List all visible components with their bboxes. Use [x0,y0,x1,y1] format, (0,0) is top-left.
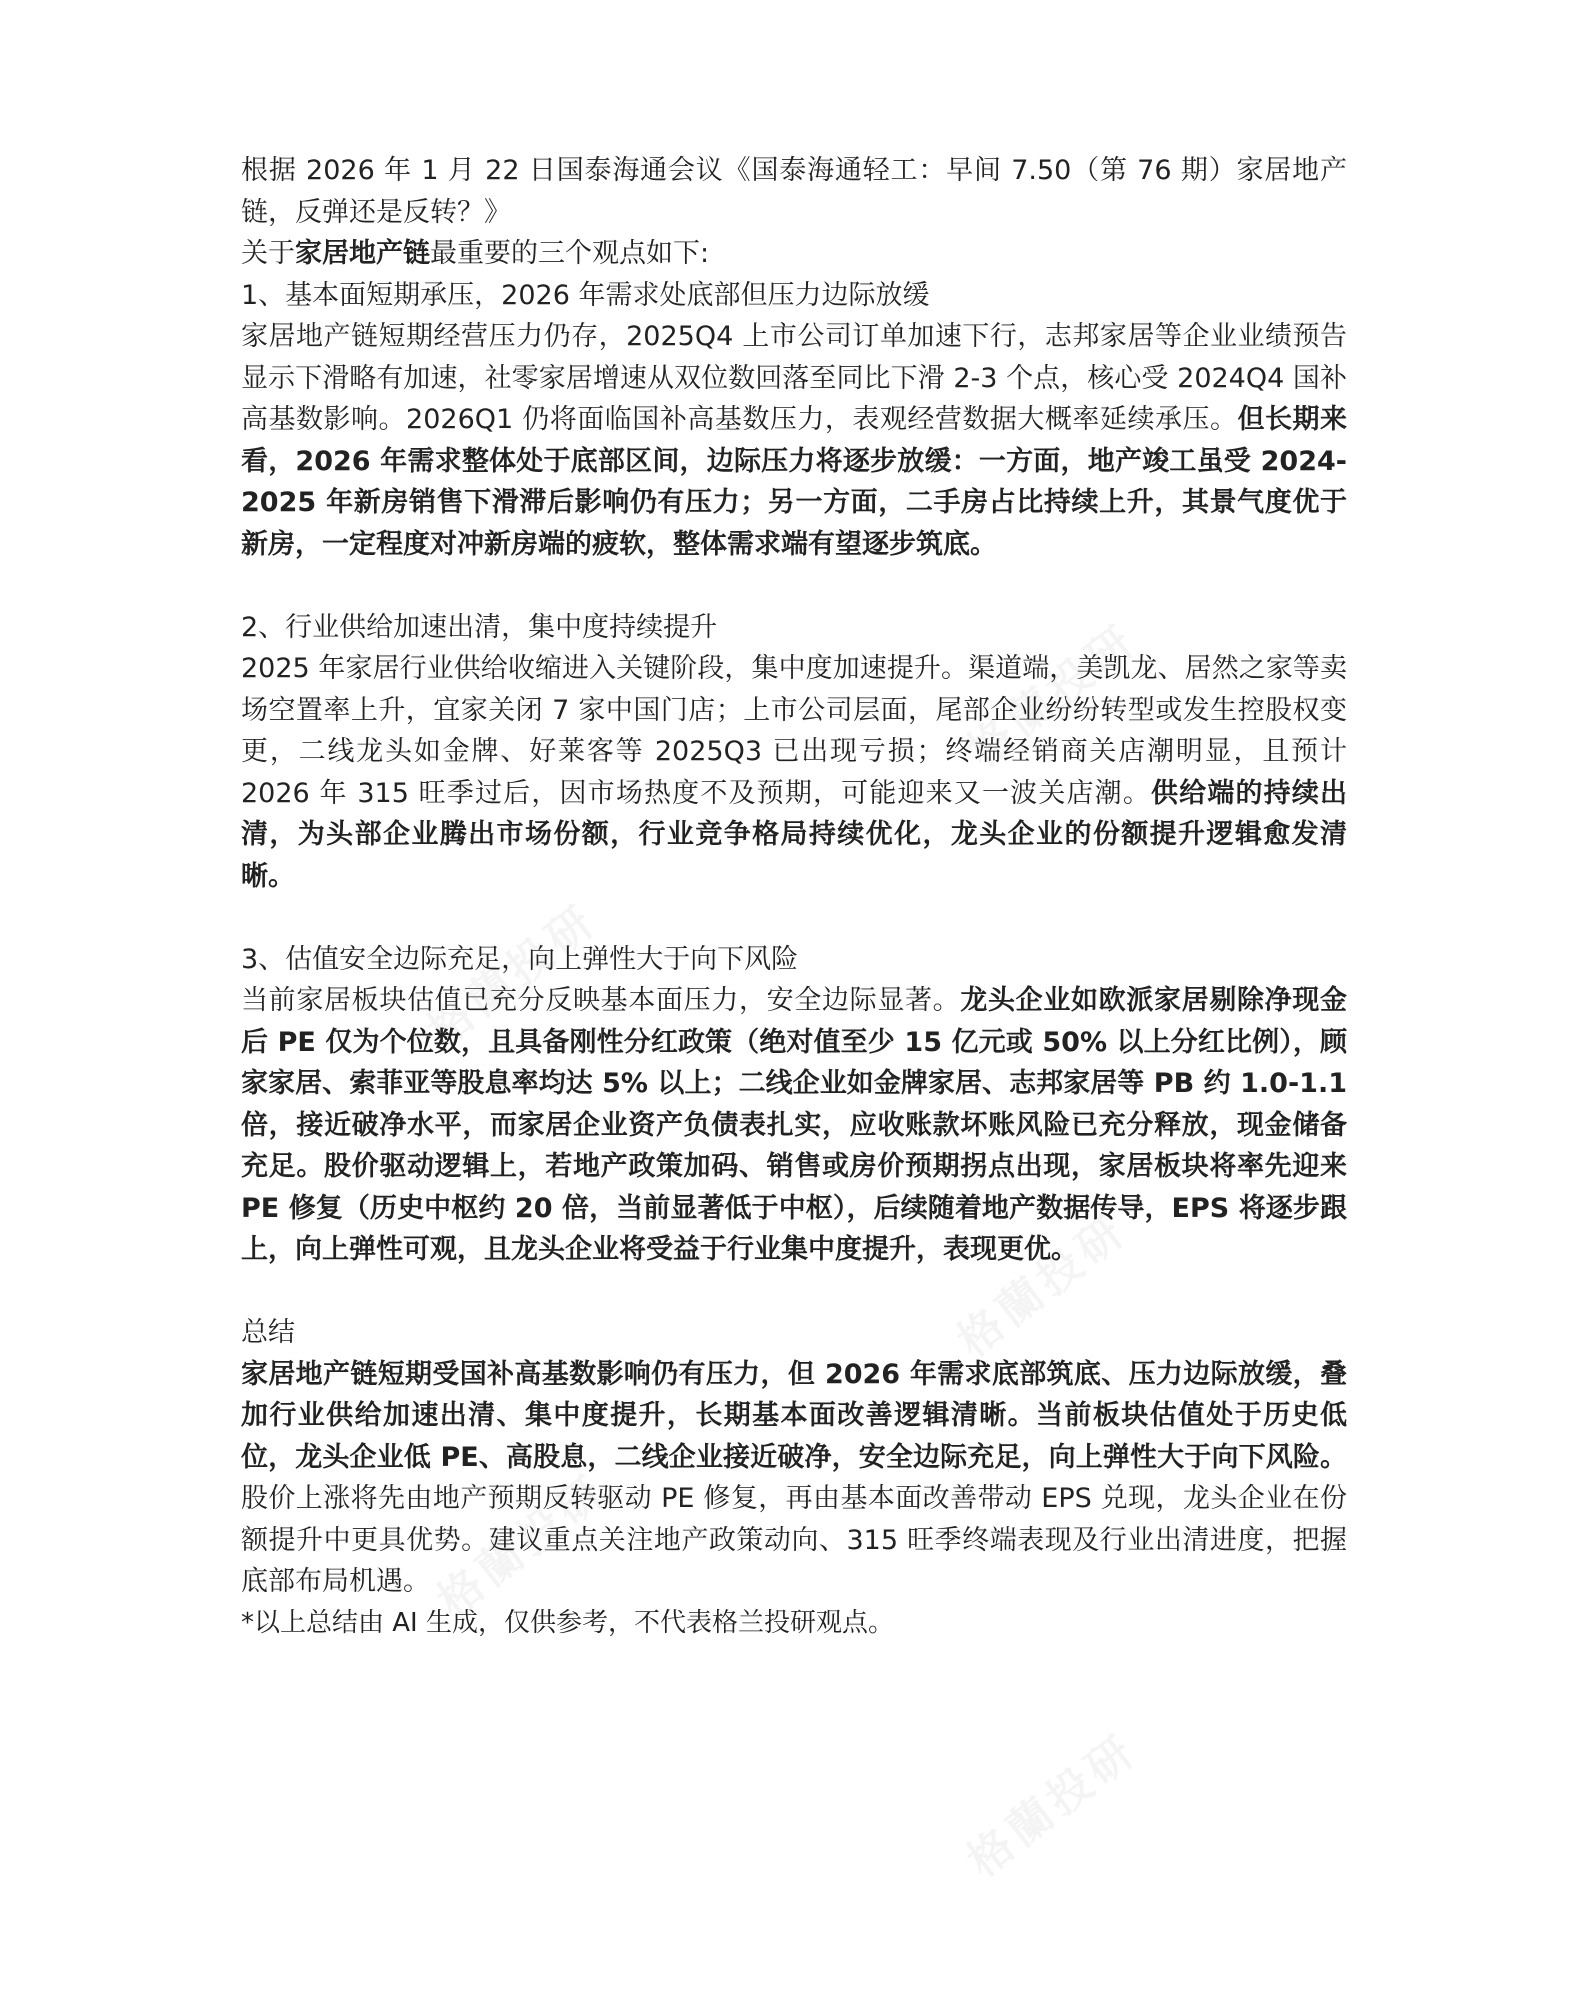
spacer [241,1271,1347,1313]
point2-body: 2025 年家居行业供给收缩进入关键阶段，集中度加速提升。渠道端，美凯龙、居然之家等卖场空置率上升，宜家关闭 7 家中国门店；上市公司层面，尾部企业纷纷转型或发生控股权变更，二线龙头如金牌、好莱客等 2025Q3 已出现亏损；终端经销商关店潮明显，且预计 2026 年 315 旺季过后，因市场热度不及预期，可能迎来又一波关店潮。 [241,653,1347,809]
intro-source: 根据 2026 年 1 月 22 日国泰海通会议《国泰海通轻工：早间 7.50（第 76 期）家居地产链，反弹还是反转？》 [241,155,1347,228]
intro-heading [241,233,1347,275]
point2-highlight: 供给端的持续出清，为头部企业腾出市场份额，行业竞争格局持续优化，龙头企业的份额提升逻辑愈发清晰。 [241,777,1347,892]
ai-disclaimer: *以上总结由 AI 生成，仅供参考，不代表格兰投研观点。 [241,1607,894,1638]
summary-highlight: 家居地产链短期受国补高基数影响仍有压力，但 2026 年需求底部筑底、压力边际放缓，叠加行业供给加速出清、集中度提升，长期基本面改善逻辑清晰。当前板块估值处于历史低位，龙头企业低 PE、高股息，二线企业接近破净，安全边际充足，向上弹性大于向下风险。 [241,1358,1347,1473]
point3-paragraph [241,980,1347,1271]
summary-body: 股价上涨将先由地产预期反转驱动 PE 修复，再由基本面改善带动 EPS 兑现，龙头企业在份额提升中更具优势。建议重点关注地产政策动向、315 旺季终端表现及行业出清进度，把握底部布局机遇。 [241,1483,1347,1597]
intro-pre: 关于 [241,238,295,269]
intro-post: 最重要的三个观点如下: [430,238,710,269]
point3-title: 3、估值安全边际充足，向上弹性大于向下风险 [241,943,799,975]
summary-title: 总结 [241,1317,295,1348]
point2-paragraph [241,648,1347,897]
intro-topic: 家居地产链 [295,238,430,269]
spacer [241,897,1347,939]
point1-highlight: 但长期来看，2026 年需求整体处于底部区间，边际压力将逐步放缓：一方面，地产竣工虽受 2024-2025 年新房销售下滑滞后影响仍有压力；另一方面，二手房占比持续上升，其景气度优于新房，一定程度对冲新房端的疲软，整体需求端有望逐步筑底。 [241,404,1347,560]
watermark [951,1715,1148,1889]
point1-paragraph [241,316,1347,565]
point2-title: 2、行业供给加速出清，集中度持续提升 [241,611,718,643]
document-body [241,150,1347,1644]
point1-body: 家居地产链短期经营压力仍存，2025Q4 上市公司订单加速下行，志邦家居等企业业绩预告显示下滑略有加速，社零家居增速从双位数回落至同比下滑 2-3 个点，核心受 2024Q4 国补高基数影响。2026Q1 仍将面临国补高基数压力，表观经营数据大概率延续承压。 [241,321,1347,435]
summary-paragraph [241,1354,1347,1603]
point3-highlight: 龙头企业如欧派家居剔除净现金后 PE 仅为个位数，且具备刚性分红政策（绝对值至少 15 亿元或 50% 以上分红比例），顾家家居、索菲亚等股息率均达 5% 以上；二线企业如金牌家居、志邦家居等 PB 约 1.0-1.1 倍，接近破净水平，而家居企业资产负债表扎实，应收账款坏账风险已充分释放，现金储备充足。股价驱动逻辑上，若地产政策加码、销售或房价预期拐点出现，家居板块将率先迎来 PE 修复（历史中枢约 20 倍，当前显著低于中枢），后续随着地产数据传导，EPS 将逐步跟上，向上弹性可观，且龙头企业将受益于行业集中度提升，表现更优。 [241,985,1348,1265]
spacer [241,565,1347,607]
point1-title: 1、基本面短期承压，2026 年需求处底部但压力边际放缓 [241,279,930,311]
point3-body: 当前家居板块估值已充分反映基本面压力，安全边际显著。 [241,985,961,1016]
